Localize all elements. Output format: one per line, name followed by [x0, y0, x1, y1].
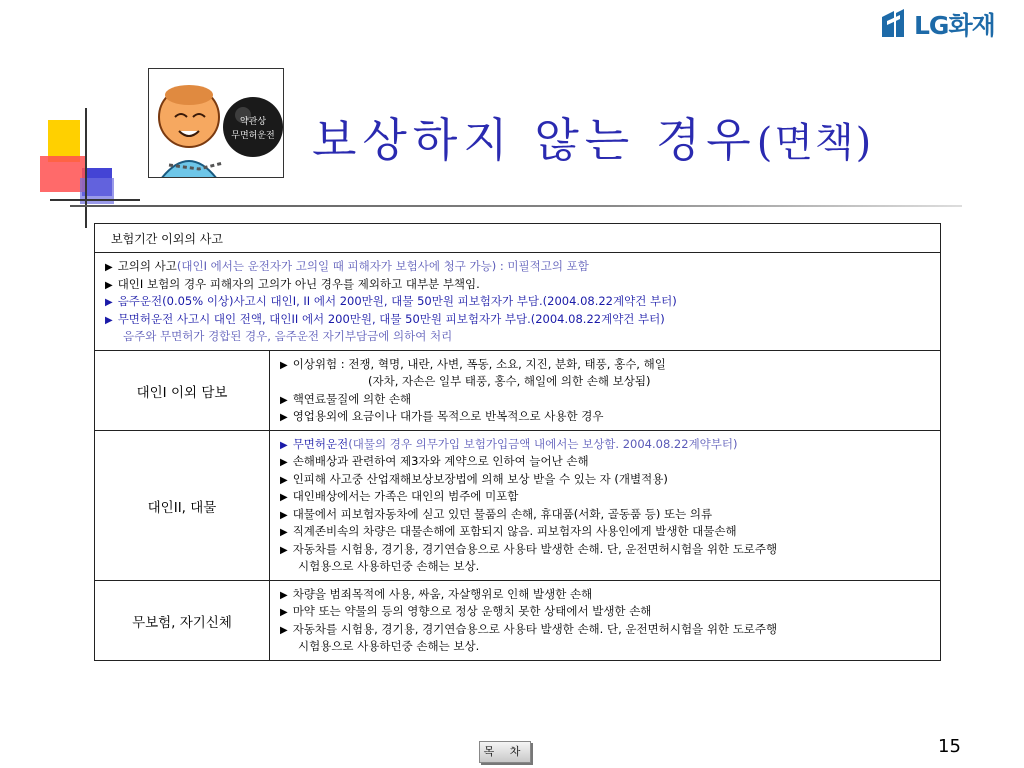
page-title-paren: (면책) [756, 120, 874, 166]
table-row-uninsured-self [95, 580, 941, 660]
list-item [280, 603, 930, 621]
arrow-icon: ▶ [105, 279, 113, 291]
list-item [280, 453, 930, 471]
row-content [270, 430, 941, 580]
cartoon-text-line-2: 무면허운전 [231, 131, 275, 141]
page-title [312, 104, 873, 170]
arrow-icon: ▶ [280, 607, 288, 618]
table-row-general [95, 253, 941, 351]
row-label: 무보험, 자기신체 [95, 580, 270, 660]
cartoon-text-line-1: 약관상 [239, 117, 267, 127]
list-item-text: 핵연료물질에 의한 손해 [292, 391, 412, 406]
list-item-text: 인피해 사고중 산업재해보상보장법에 의해 보상 받을 수 있는 자 (개별적용) [292, 471, 668, 486]
arrow-icon: ▶ [280, 492, 288, 503]
arrow-icon: ▶ [105, 297, 113, 308]
list-item [280, 621, 930, 639]
list-item-continued: 시험용으로 사용하던중 손해는 보상. [298, 639, 480, 653]
arrow-icon: ▶ [280, 412, 288, 423]
list-item-strong: 고의의 사고 [117, 259, 177, 273]
list-item-text: 영업용외에 요금이나 대가를 목적으로 반복적으로 사용한 경우 [292, 409, 604, 423]
exclusion-table [94, 223, 941, 661]
list-item-continued: 시험용으로 사용하던중 손해는 보상. [298, 559, 480, 573]
list-item-note: (자차, 자손은 일부 태풍, 홍수, 해일에 의한 손해 보상됨) [368, 374, 651, 388]
arrow-icon: ▶ [280, 589, 288, 601]
arrow-icon: ▶ [280, 509, 288, 521]
list-item-note: 음주와 무면허가 경합된 경우, 음주운전 자기부담금에 의하여 처리 [123, 329, 453, 343]
arrow-icon: ▶ [105, 262, 113, 273]
arrow-icon: ▶ [280, 474, 288, 486]
general-cell [95, 253, 941, 351]
cartoon-illustration [148, 68, 284, 178]
list-item-text: 대물에서 피보험자동차에 싣고 있던 물품의 손해, 휴대품(서화, 골동품 등) 또는 의류 [292, 506, 713, 521]
arrow-icon: ▶ [280, 457, 288, 468]
page-number: 15 [938, 736, 961, 757]
lg-logo [878, 6, 1018, 42]
list-item [105, 276, 930, 294]
list-item-text: 자동차를 시험용, 경기용, 경기연습용으로 사용타 발생한 손해. 단, 운전면허시험을 위한 도로주행 [292, 621, 778, 636]
list-item [105, 258, 930, 276]
list-item [280, 356, 930, 374]
title-underline [70, 205, 962, 207]
arrow-icon: ▶ [280, 359, 288, 371]
list-item [105, 293, 930, 311]
list-item-detail: (대물의 경우 의무가입 보험가입금액 내에서는 보상함. 2004.08.22계약부터) [348, 436, 738, 451]
list-item-text: 직계존비속의 차량은 대물손해에 포함되지 않음. 피보험자의 사용인에게 발생한 대물손해 [292, 524, 737, 538]
row-content [270, 580, 941, 660]
list-item [280, 436, 930, 454]
page-title-main: 보상하지 않는 경우 [312, 113, 757, 167]
list-item-text: 음주운전(0.05% 이상)사고시 대인I, II 에서 200만원, 대물 50만원 피보험자가 부담.(2004.08.22계약건 부터) [117, 294, 677, 308]
arrow-icon: ▶ [280, 544, 288, 556]
list-item-text: 차량을 범죄목적에 사용, 싸움, 자살행위로 인해 발생한 손해 [292, 586, 593, 601]
lg-logo-text: LG화재 [914, 11, 995, 40]
decorative-blocks [40, 108, 140, 228]
table-row-daein2-property [95, 430, 941, 580]
toc-button[interactable]: 목 차 [479, 741, 531, 763]
list-item [280, 506, 930, 524]
row-content [270, 350, 941, 430]
row-label: 대인II, 대물 [95, 430, 270, 580]
list-item [280, 488, 930, 506]
arrow-icon: ▶ [280, 394, 288, 406]
table-header-cell: 보험기간 이외의 사고 [95, 224, 941, 253]
list-item [280, 523, 930, 541]
table-header-row [95, 224, 941, 253]
list-item-text: 마약 또는 약물의 등의 영향으로 정상 운행치 못한 상태에서 발생한 손해 [292, 604, 652, 618]
list-item [105, 311, 930, 329]
arrow-icon: ▶ [280, 439, 288, 451]
list-item-strong: 무면허운전 [292, 436, 349, 451]
list-item [280, 391, 930, 409]
list-item [280, 471, 930, 489]
table-row-daein1-other [95, 350, 941, 430]
list-item [280, 541, 930, 559]
list-item-text: 이상위험 : 전쟁, 혁명, 내란, 사변, 폭동, 소요, 지진, 분화, 태풍, 홍수, 해일 [292, 356, 666, 371]
arrow-icon: ▶ [105, 314, 113, 326]
list-item-text: 무면허운전 사고시 대인 전액, 대인II 에서 200만원, 대물 50만원 피보험자가 부담.(2004.08.22계약건 부터) [117, 311, 665, 326]
lg-logo-mark-icon [878, 9, 908, 39]
list-item-text: 자동차를 시험용, 경기용, 경기연습용으로 사용타 발생한 손해. 단, 운전면허시험을 위한 도로주행 [292, 541, 778, 556]
list-item-detail: (대인I 에서는 운전자가 고의일 때 피해자가 보험사에 청구 가능) : 미필적고의 포함 [176, 259, 589, 273]
arrow-icon: ▶ [280, 624, 288, 636]
row-label: 대인I 이외 담보 [95, 350, 270, 430]
list-item-text: 대인배상에서는 가족은 대인의 범주에 미포함 [292, 489, 519, 503]
list-item [280, 586, 930, 604]
list-item-text: 손해배상과 관련하여 제3자와 계약으로 인하여 늘어난 손해 [292, 454, 589, 468]
arrow-icon: ▶ [280, 527, 288, 538]
list-item [280, 408, 930, 426]
list-item-text: 대인I 보험의 경우 피해자의 고의가 아닌 경우를 제외하고 대부분 부책임. [117, 276, 480, 291]
